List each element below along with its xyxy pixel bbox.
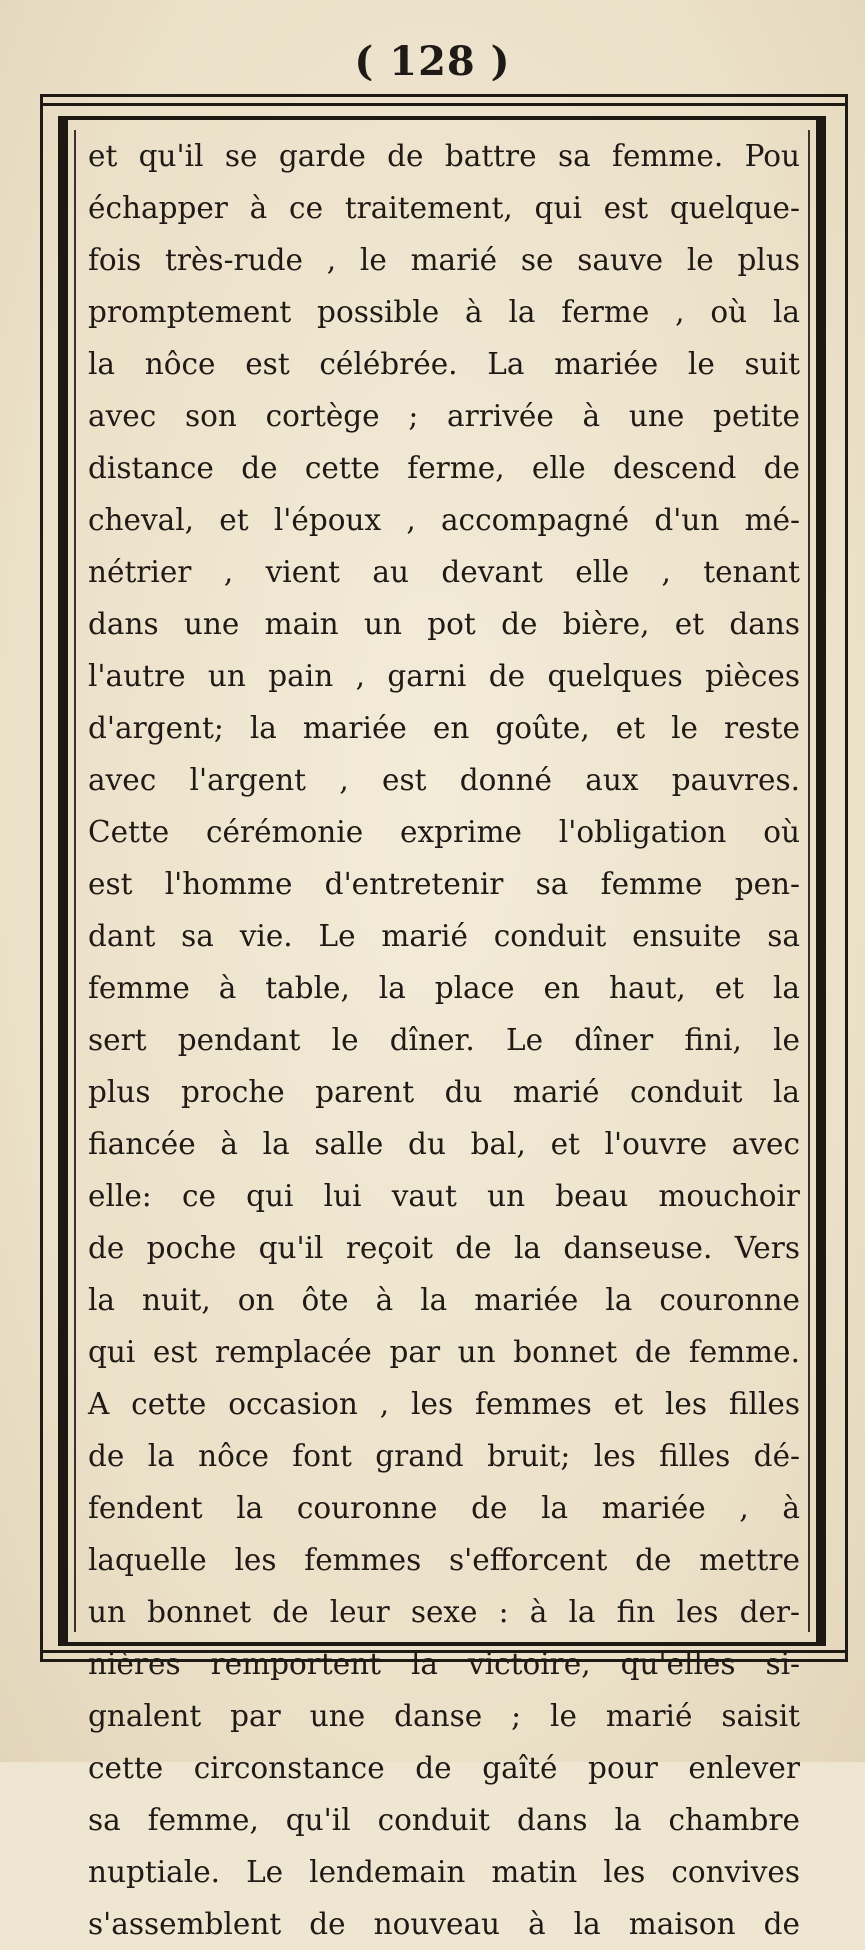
text-line: un bonnet de leur sexe : à la fin les der- bbox=[88, 1595, 800, 1629]
text-line: A cette occasion , les femmes et les filles bbox=[88, 1387, 800, 1421]
text-line: de poche qu'il reçoit de la danseuse. Vers bbox=[88, 1231, 800, 1265]
text-line: distance de cette ferme, elle descend de bbox=[88, 451, 800, 485]
text-line: nuptiale. Le lendemain matin les convives bbox=[88, 1855, 800, 1889]
text-line: sert pendant le dîner. Le dîner fini, le bbox=[88, 1023, 800, 1057]
text-line: fendent la couronne de la mariée , à bbox=[88, 1491, 800, 1525]
text-line: fois très-rude , le marié se sauve le plus bbox=[88, 243, 800, 277]
text-line: et qu'il se garde de battre sa femme. Pou bbox=[88, 139, 800, 173]
text-line: promptement possible à la ferme , où la bbox=[88, 295, 800, 329]
body-text bbox=[88, 130, 800, 1941]
text-line: nières remportent la victoire, qu'elles si- bbox=[88, 1647, 800, 1681]
text-line: avec l'argent , est donné aux pauvres. bbox=[88, 763, 800, 797]
text-line: femme à table, la place en haut, et la bbox=[88, 971, 800, 1005]
text-line: plus proche parent du marié conduit la bbox=[88, 1075, 800, 1109]
text-line: nétrier , vient au devant elle , tenant bbox=[88, 555, 800, 589]
text-line: la nôce est célébrée. La mariée le suit bbox=[88, 347, 800, 381]
text-line: est l'homme d'entretenir sa femme pen- bbox=[88, 867, 800, 901]
text-line: qui est remplacée par un bonnet de femme. bbox=[88, 1335, 800, 1369]
text-line: elle: ce qui lui vaut un beau mouchoir bbox=[88, 1179, 800, 1213]
text-line: de la nôce font grand bruit; les filles dé- bbox=[88, 1439, 800, 1473]
text-line: échapper à ce traitement, qui est quelque- bbox=[88, 191, 800, 225]
text-line: d'argent; la mariée en goûte, et le reste bbox=[88, 711, 800, 745]
text-line: sa femme, qu'il conduit dans la chambre bbox=[88, 1803, 800, 1837]
text-line: gnalent par une danse ; le marié saisit bbox=[88, 1699, 800, 1733]
page-number: ( 128 ) bbox=[354, 38, 511, 85]
text-line: dans une main un pot de bière, et dans bbox=[88, 607, 800, 641]
text-line: laquelle les femmes s'efforcent de mettre bbox=[88, 1543, 800, 1577]
text-line: cette circonstance de gaîté pour enlever bbox=[88, 1751, 800, 1785]
text-line: cheval, et l'époux , accompagné d'un mé- bbox=[88, 503, 800, 537]
text-line: Cette cérémonie exprime l'obligation où bbox=[88, 815, 800, 849]
text-line: s'assemblent de nouveau à la maison de bbox=[88, 1907, 800, 1941]
text-line: avec son cortège ; arrivée à une petite bbox=[88, 399, 800, 433]
text-line: fiancée à la salle du bal, et l'ouvre avec bbox=[88, 1127, 800, 1161]
text-line: la nuit, on ôte à la mariée la couronne bbox=[88, 1283, 800, 1317]
text-line: dant sa vie. Le marié conduit ensuite sa bbox=[88, 919, 800, 953]
text-line: l'autre un pain , garni de quelques pièces bbox=[88, 659, 800, 693]
